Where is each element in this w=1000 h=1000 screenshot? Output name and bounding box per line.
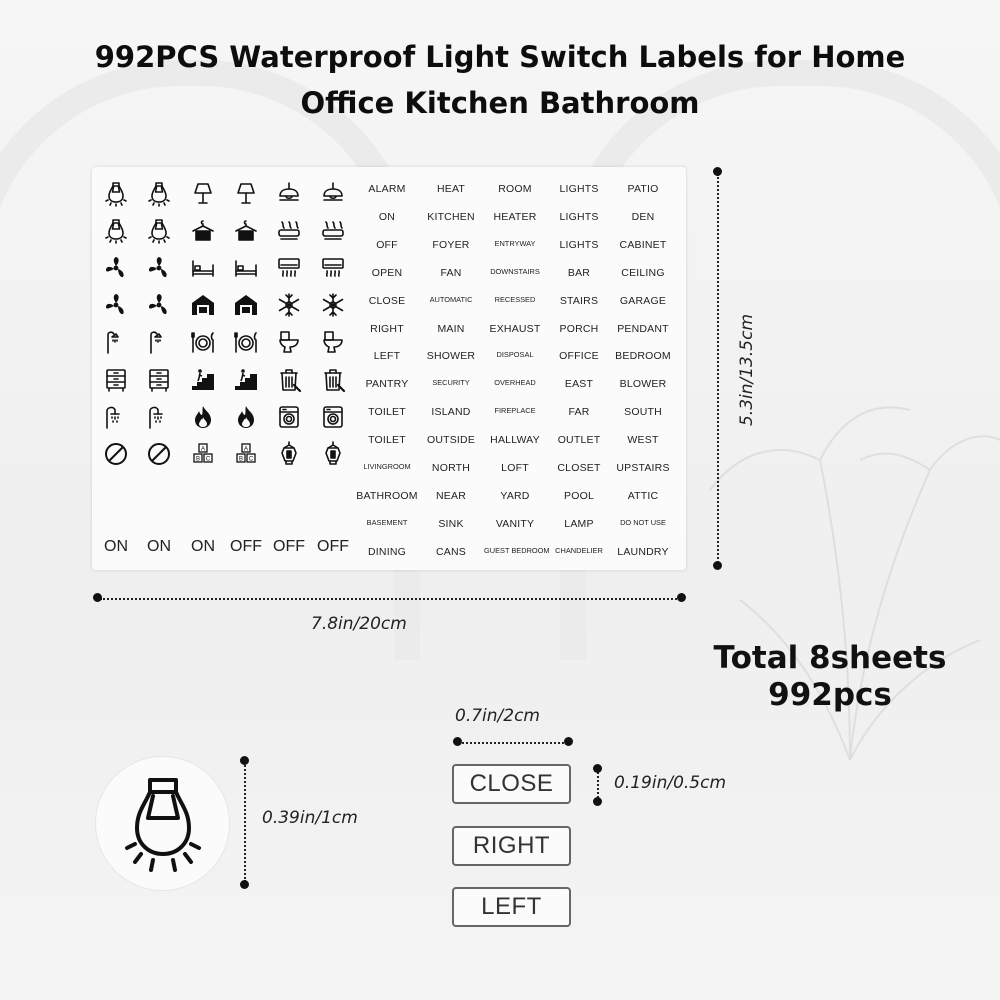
towel-hanger-icon — [227, 218, 265, 243]
bulb-icon — [140, 218, 178, 243]
dimension-dot — [564, 737, 573, 746]
stairs-icon — [227, 367, 265, 392]
shower-icon — [97, 330, 135, 355]
dimension-dot — [240, 756, 249, 765]
svg-text:A: A — [243, 446, 249, 453]
dimension-dot — [593, 797, 602, 806]
dresser-icon — [140, 367, 178, 392]
toilet-icon — [314, 330, 352, 355]
air-conditioner-icon — [270, 255, 308, 280]
no-symbol-icon — [97, 441, 135, 466]
word-sticker: LIGHTS — [559, 183, 599, 195]
toy-blocks-icon — [184, 441, 222, 466]
word-sticker: BLOWER — [619, 378, 667, 391]
word-sticker: BATHROOM — [356, 489, 418, 502]
circle-dimension-line — [244, 762, 246, 882]
word-sticker: MAIN — [437, 322, 465, 335]
word-sticker: ROOM — [498, 183, 532, 195]
word-sticker: CANS — [436, 545, 466, 558]
word-sticker: HEAT — [436, 183, 466, 195]
word-sticker: LIVINGROOM — [363, 462, 411, 471]
word-sticker: PENDANT — [617, 322, 669, 335]
onoff-sticker: ON — [191, 538, 215, 555]
onoff-sticker: OFF — [273, 538, 305, 555]
word-sticker: YARD — [500, 489, 530, 502]
trash-can-icon — [314, 367, 352, 392]
word-sticker: KITCHEN — [427, 210, 475, 223]
word-sticker: DOWNSTAIRS — [490, 266, 540, 276]
word-sticker: SHOWER — [426, 350, 476, 363]
dimension-dot — [240, 880, 249, 889]
garage-icon — [227, 293, 265, 318]
word-sticker: DEN — [631, 210, 655, 223]
width-dimension-text: 7.8in/20cm — [311, 614, 407, 634]
stairs-icon — [184, 367, 222, 392]
word-sticker: UPSTAIRS — [616, 462, 670, 474]
word-sticker: ISLAND — [431, 406, 471, 419]
word-sticker: GUEST BEDROOM — [484, 545, 550, 555]
word-sticker: LIGHTS — [559, 238, 599, 251]
table-lamp-icon — [184, 181, 222, 206]
word-sticker: EAST — [564, 378, 594, 391]
word-sticker: DO NOT USE — [620, 517, 666, 527]
word-sticker: PATIO — [627, 183, 659, 195]
table-lamp-icon — [227, 181, 265, 206]
shower-icon — [140, 330, 178, 355]
word-sticker: CABINET — [619, 238, 667, 251]
onoff-sticker: ON — [147, 538, 171, 555]
circle-label-sample — [96, 757, 229, 890]
width-dimension-line — [100, 598, 680, 600]
svg-text:B: B — [238, 456, 244, 463]
towel-hanger-icon — [184, 218, 222, 243]
bulb-icon — [115, 774, 211, 874]
word-sticker: OVERHEAD — [494, 378, 536, 388]
word-sticker: CLOSE — [368, 294, 406, 307]
word-sticker: LAMP — [564, 517, 594, 530]
title-line-1: 992PCS Waterproof Light Switch Labels for Home — [94, 40, 906, 74]
shower-head-icon — [97, 404, 135, 429]
onoff-sticker: OFF — [230, 538, 262, 555]
washing-machine-icon — [270, 404, 308, 429]
page-title — [0, 34, 1000, 126]
word-sticker: CHANDELIER — [555, 545, 603, 555]
sample-label-right: RIGHT — [452, 826, 571, 866]
word-sticker: DINING — [368, 545, 406, 558]
fan-icon — [97, 293, 135, 318]
label-height-dimension-text: 0.19in/0.5cm — [614, 773, 727, 793]
word-sticker: FOYER — [432, 238, 470, 251]
fan-icon — [97, 255, 135, 280]
word-sticker: POOL — [564, 489, 594, 502]
dimension-dot — [453, 737, 462, 746]
dimension-dot — [713, 167, 722, 176]
onoff-sticker: OFF — [317, 538, 349, 555]
sample-label-left: LEFT — [452, 887, 571, 927]
title-line-2: Office Kitchen Bathroom — [300, 86, 700, 120]
height-dimension-text: 5.3in/13.5cm — [737, 313, 757, 427]
word-sticker: RIGHT — [370, 322, 404, 335]
dimension-dot — [93, 593, 102, 602]
word-sticker: PANTRY — [365, 378, 409, 391]
fire-icon — [227, 404, 265, 429]
word-sticker: SECURITY — [432, 378, 470, 388]
word-sticker: CEILING — [621, 266, 665, 279]
word-sticker: NORTH — [431, 462, 471, 474]
word-sticker: CLOSET — [557, 462, 601, 474]
word-sticker: SINK — [438, 517, 464, 530]
dimension-dot — [713, 561, 722, 570]
word-sticker: SOUTH — [624, 406, 662, 419]
dimension-dot — [593, 764, 602, 773]
fan-icon — [140, 255, 178, 280]
word-sticker: OUTSIDE — [426, 434, 476, 447]
word-sticker: OFFICE — [559, 350, 599, 363]
word-sticker: AUTOMATIC — [429, 294, 473, 304]
lantern-icon — [270, 441, 308, 466]
heat-vent-icon — [270, 218, 308, 243]
shower-head-icon — [140, 404, 178, 429]
toilet-icon — [270, 330, 308, 355]
bed-icon — [184, 255, 222, 280]
lantern-icon — [314, 441, 352, 466]
dimension-dot — [677, 593, 686, 602]
fire-icon — [184, 404, 222, 429]
ceiling-light-icon — [270, 181, 308, 206]
word-sticker: PORCH — [559, 322, 599, 335]
word-sticker: BASEMENT — [366, 517, 408, 527]
label-width-dimension-line — [459, 742, 567, 744]
word-sticker: HEATER — [493, 210, 537, 223]
word-sticker: ENTRYWAY — [494, 238, 536, 248]
word-sticker: GARAGE — [619, 294, 667, 307]
word-sticker: VANITY — [495, 517, 535, 530]
word-sticker: ON — [378, 210, 396, 223]
onoff-sticker: ON — [104, 538, 128, 555]
garage-icon — [184, 293, 222, 318]
sticker-sheet — [92, 167, 686, 570]
dresser-icon — [97, 367, 135, 392]
total-pieces-text: 992pcs — [768, 677, 892, 713]
total-sheets-text: Total 8sheets — [713, 640, 947, 676]
word-sticker: LIGHTS — [559, 210, 599, 223]
height-dimension-line — [717, 174, 719, 566]
word-sticker: TOILET — [368, 406, 406, 419]
word-sticker: TOILET — [368, 434, 406, 447]
bulb-icon — [97, 218, 135, 243]
svg-text:C: C — [248, 456, 254, 463]
word-sticker: STAIRS — [559, 294, 599, 307]
word-sticker: RECESSED — [494, 294, 536, 304]
word-sticker: FIREPLACE — [494, 406, 536, 416]
fan-icon — [140, 293, 178, 318]
label-width-dimension-text: 0.7in/2cm — [455, 706, 540, 726]
bulb-icon — [140, 181, 178, 206]
svg-text:C: C — [205, 456, 211, 463]
dining-icon — [184, 330, 222, 355]
word-sticker: ATTIC — [627, 489, 659, 502]
svg-text:B: B — [195, 456, 201, 463]
word-sticker: BAR — [567, 266, 591, 279]
snowflake-icon — [314, 293, 352, 318]
word-sticker: LOFT — [501, 462, 529, 474]
heat-vent-icon — [314, 218, 352, 243]
word-sticker: BEDROOM — [615, 350, 671, 363]
toy-blocks-icon — [227, 441, 265, 466]
washing-machine-icon — [314, 404, 352, 429]
word-sticker: WEST — [627, 434, 659, 447]
word-sticker: FAN — [440, 266, 462, 279]
word-sticker: OPEN — [371, 266, 403, 279]
no-symbol-icon — [140, 441, 178, 466]
word-sticker: DISPOSAL — [496, 350, 534, 360]
word-sticker: HALLWAY — [490, 434, 540, 447]
snowflake-icon — [270, 293, 308, 318]
total-summary — [680, 640, 980, 714]
word-sticker: OFF — [376, 238, 398, 251]
ceiling-light-icon — [314, 181, 352, 206]
bed-icon — [227, 255, 265, 280]
trash-can-icon — [270, 367, 308, 392]
dining-icon — [227, 330, 265, 355]
word-sticker: LEFT — [373, 350, 401, 363]
svg-text:A: A — [200, 446, 206, 453]
word-sticker: OUTLET — [557, 434, 601, 447]
air-conditioner-icon — [314, 255, 352, 280]
word-sticker: ALARM — [368, 183, 406, 195]
bulb-icon — [97, 181, 135, 206]
sample-label-close: CLOSE — [452, 764, 571, 804]
word-sticker: LAUNDRY — [617, 545, 669, 558]
word-sticker: NEAR — [436, 489, 466, 502]
word-sticker: EXHAUST — [489, 322, 541, 335]
circle-dimension-text: 0.39in/1cm — [262, 808, 358, 828]
word-sticker: FAR — [568, 406, 590, 419]
